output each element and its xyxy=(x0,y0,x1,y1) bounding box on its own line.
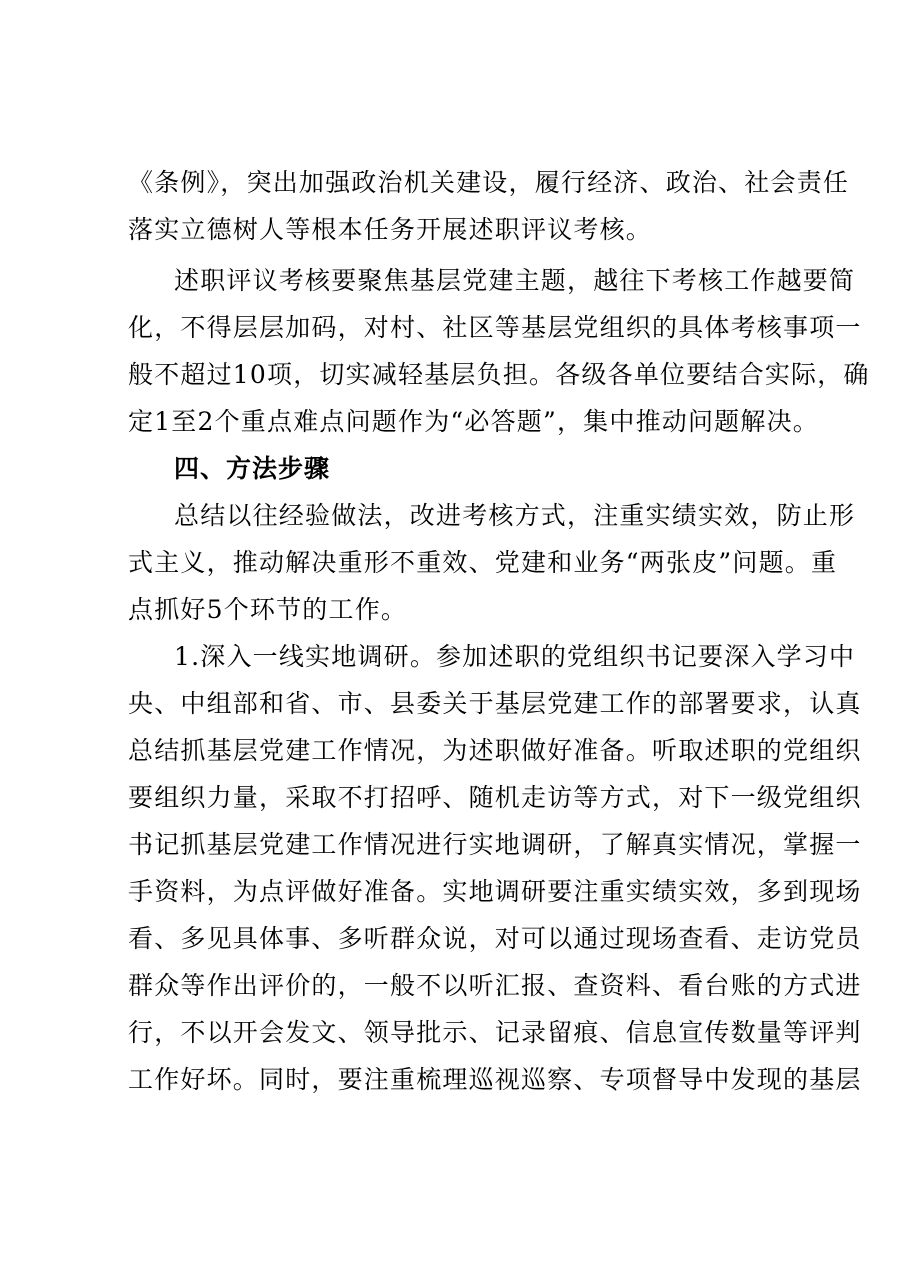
text-line: 群众等作出评价的，一般不以听汇报、查资料、看台账的方式进 xyxy=(128,971,862,1000)
paragraph-first-line: 述职评议考核要聚焦基层党建主题，越往下考核工作越要简 xyxy=(174,266,856,295)
paragraph-first-line: 1.深入一线实地调研。参加述职的党组织书记要深入学习中 xyxy=(174,642,856,671)
text-line: 《条例》，突出加强政治机关建设，履行经济、政治、社会责任 xyxy=(128,168,850,197)
text-line: 行，不以开会发文、领导批示、记录留痕、信息宣传数量等评判 xyxy=(128,1018,862,1047)
text-line: 定1至2个重点难点问题作为“必答题”，集中推动问题解决。 xyxy=(128,407,819,436)
text-line: 看、多见具体事、多听群众说，对可以通过现场查看、走访党员 xyxy=(128,924,862,953)
text-line: 央、中组部和省、市、县委关于基层党建工作的部署要求，认真 xyxy=(128,689,862,718)
text-line: 工作好坏。同时，要注重梳理巡视巡察、专项督导中发现的基层 xyxy=(128,1065,862,1094)
text-line: 点抓好5个环节的工作。 xyxy=(128,595,408,624)
text-line: 要组织力量，采取不打招呼、随机走访等方式，对下一级党组织 xyxy=(128,783,862,812)
text-line: 总结抓基层党建工作情况，为述职做好准备。听取述职的党组织 xyxy=(128,736,862,765)
text-line: 化，不得层层加码，对村、社区等基层党组织的具体考核事项一 xyxy=(128,313,862,342)
text-line: 般不超过10项，切实减轻基层负担。各级各单位要结合实际，确 xyxy=(128,360,870,389)
section-heading: 四、方法步骤 xyxy=(174,454,331,483)
paragraph-first-line: 总结以往经验做法，改进考核方式，注重实绩实效，防止形 xyxy=(174,501,856,530)
text-line: 书记抓基层党建工作情况进行实地调研，了解真实情况，掌握一 xyxy=(128,830,862,859)
text-line: 式主义，推动解决重形不重效、党建和业务“两张皮”问题。重 xyxy=(128,548,838,577)
text-line: 落实立德树人等根本任务开展述职评议考核。 xyxy=(128,215,653,244)
text-line: 手资料，为点评做好准备。实地调研要注重实绩实效，多到现场 xyxy=(128,877,862,906)
